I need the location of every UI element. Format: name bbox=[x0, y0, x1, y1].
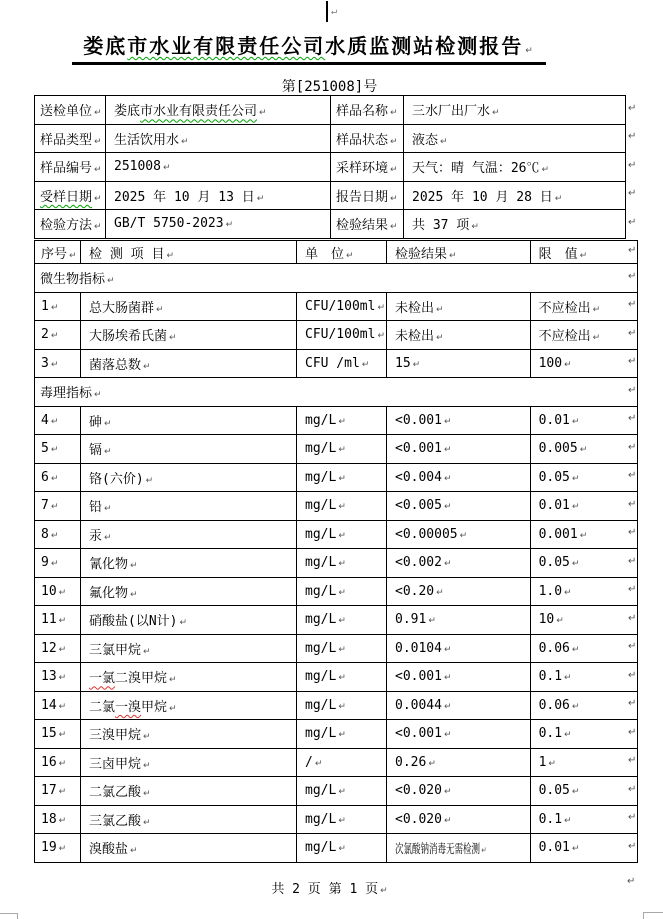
result-row bbox=[35, 720, 638, 749]
info-value-cell: 天气：晴 气温：26℃ ↵ bbox=[404, 153, 626, 182]
result-row bbox=[35, 606, 638, 635]
row-number-cell: 3 ↵ bbox=[35, 349, 81, 378]
info-row bbox=[35, 210, 626, 239]
results-table bbox=[34, 240, 638, 863]
row-end-mark-icon: ↵ bbox=[628, 726, 637, 738]
item-name-cell: 汞 ↵ bbox=[81, 520, 297, 549]
unit-cell: mg/L ↵ bbox=[297, 691, 387, 720]
limit-cell: 0.001 ↵ bbox=[530, 520, 637, 549]
info-label-cell: 样品类型 ↵ bbox=[35, 124, 106, 153]
limit-cell: 0.1 ↵ bbox=[530, 663, 637, 692]
info-label-cell: 检验方法 ↵ bbox=[35, 210, 106, 239]
row-end-mark-icon: ↵ bbox=[628, 498, 637, 510]
row-end-mark-icon: ↵ bbox=[628, 755, 637, 767]
report-title bbox=[72, 30, 546, 65]
unit-cell: mg/L ↵ bbox=[297, 406, 387, 435]
result-row bbox=[35, 349, 638, 378]
limit-cell: 0.05 ↵ bbox=[530, 463, 637, 492]
row-number-cell: 11 ↵ bbox=[35, 606, 81, 635]
limit-cell: 10 ↵ bbox=[530, 606, 637, 635]
info-value-cell: 液态 ↵ bbox=[404, 124, 626, 153]
info-label-cell: 样品编号 ↵ bbox=[35, 153, 106, 182]
result-cell: <0.002 ↵ bbox=[387, 549, 531, 578]
row-end-mark-icon: ↵ bbox=[628, 384, 637, 396]
column-header-cell: 单 位 ↵ bbox=[297, 241, 387, 264]
row-number-cell: 4 ↵ bbox=[35, 406, 81, 435]
result-cell: 未检出 ↵ bbox=[387, 321, 531, 350]
info-label-cell: 受样日期 ↵ bbox=[35, 181, 106, 210]
row-end-mark-icon: ↵ bbox=[628, 527, 637, 539]
paragraph-mark-icon: ↵ bbox=[627, 876, 636, 887]
results-header-row bbox=[35, 241, 638, 264]
result-cell: 未检出 ↵ bbox=[387, 292, 531, 321]
result-cell: 次氯酸钠消毒无需检测↵ bbox=[387, 834, 531, 863]
item-name-cell: 铅 ↵ bbox=[81, 492, 297, 521]
row-number-cell: 14 ↵ bbox=[35, 691, 81, 720]
result-cell: <0.00005 ↵ bbox=[387, 520, 531, 549]
unit-cell: mg/L ↵ bbox=[297, 663, 387, 692]
item-name-cell: 总大肠菌群 ↵ bbox=[81, 292, 297, 321]
limit-cell: 0.1 ↵ bbox=[530, 720, 637, 749]
unit-cell: mg/L ↵ bbox=[297, 805, 387, 834]
item-name-cell: 硝酸盐(以N计) ↵ bbox=[81, 606, 297, 635]
row-number-cell: 10 ↵ bbox=[35, 577, 81, 606]
row-end-mark-icon: ↵ bbox=[628, 783, 637, 795]
unit-cell: mg/L ↵ bbox=[297, 606, 387, 635]
unit-cell: CFU /ml ↵ bbox=[297, 349, 387, 378]
section-row bbox=[35, 378, 638, 407]
result-row bbox=[35, 691, 638, 720]
row-number-cell: 16 ↵ bbox=[35, 748, 81, 777]
limit-cell: 不应检出 ↵ bbox=[530, 321, 637, 350]
unit-cell: CFU/100ml ↵ bbox=[297, 321, 387, 350]
row-number-cell: 1 ↵ bbox=[35, 292, 81, 321]
result-cell: <0.020 ↵ bbox=[387, 805, 531, 834]
info-table bbox=[34, 95, 626, 239]
row-end-mark-icon: ↵ bbox=[628, 840, 637, 852]
info-label-cell: 样品状态 ↵ bbox=[331, 124, 404, 153]
row-end-mark-icon: ↵ bbox=[628, 441, 637, 453]
result-cell: <0.001 ↵ bbox=[387, 435, 531, 464]
result-row bbox=[35, 805, 638, 834]
unit-cell: CFU/100ml ↵ bbox=[297, 292, 387, 321]
row-end-mark-icon: ↵ bbox=[628, 356, 637, 368]
paragraph-mark-icon: ↵ bbox=[331, 6, 338, 17]
unit-cell: / ↵ bbox=[297, 748, 387, 777]
section-row bbox=[35, 264, 638, 293]
limit-cell: 100 ↵ bbox=[530, 349, 637, 378]
info-value-cell: 2025 年 10 月 28 日 ↵ bbox=[404, 181, 626, 210]
unit-cell: mg/L ↵ bbox=[297, 549, 387, 578]
unit-cell: mg/L ↵ bbox=[297, 577, 387, 606]
info-label-cell: 报告日期 ↵ bbox=[331, 181, 404, 210]
page-footer bbox=[34, 878, 625, 897]
result-row bbox=[35, 492, 638, 521]
limit-cell: 0.06 ↵ bbox=[530, 691, 637, 720]
info-label-cell: 检验结果 ↵ bbox=[331, 210, 404, 239]
limit-cell: 0.01 ↵ bbox=[530, 834, 637, 863]
unit-cell: mg/L ↵ bbox=[297, 492, 387, 521]
limit-cell: 0.05 ↵ bbox=[530, 777, 637, 806]
row-end-mark-icon: ↵ bbox=[628, 188, 637, 200]
row-number-cell: 8 ↵ bbox=[35, 520, 81, 549]
result-row bbox=[35, 321, 638, 350]
row-number-cell: 19 ↵ bbox=[35, 834, 81, 863]
item-name-cell: 砷 ↵ bbox=[81, 406, 297, 435]
info-label-cell: 样品名称 ↵ bbox=[331, 96, 404, 125]
row-end-mark-icon: ↵ bbox=[628, 470, 637, 482]
info-row bbox=[35, 153, 626, 182]
page-info: 共 2 页 第 1 页 bbox=[271, 882, 379, 897]
result-row bbox=[35, 406, 638, 435]
row-number-cell: 6 ↵ bbox=[35, 463, 81, 492]
result-cell: <0.004 ↵ bbox=[387, 463, 531, 492]
result-cell: 0.26 ↵ bbox=[387, 748, 531, 777]
row-end-mark-icon: ↵ bbox=[628, 555, 637, 567]
item-name-cell: 三溴甲烷 ↵ bbox=[81, 720, 297, 749]
result-cell: <0.20 ↵ bbox=[387, 577, 531, 606]
row-end-mark-icon: ↵ bbox=[628, 102, 637, 114]
info-value-cell: 共 37 项 ↵ bbox=[404, 210, 626, 239]
item-name-cell: 三氯甲烷 ↵ bbox=[81, 634, 297, 663]
unit-cell: mg/L ↵ bbox=[297, 463, 387, 492]
limit-cell: 0.005 ↵ bbox=[530, 435, 637, 464]
info-value-cell: 2025 年 10 月 13 日 ↵ bbox=[106, 181, 331, 210]
row-end-mark-icon: ↵ bbox=[628, 698, 637, 710]
item-name-cell: 镉 ↵ bbox=[81, 435, 297, 464]
item-name-cell: 二氯一溴甲烷 ↵ bbox=[81, 691, 297, 720]
title-text: 娄底 bbox=[83, 34, 128, 58]
info-value-cell: 生活饮用水 ↵ bbox=[106, 124, 331, 153]
row-end-mark-icon: ↵ bbox=[628, 131, 637, 143]
unit-cell: mg/L ↵ bbox=[297, 720, 387, 749]
info-row bbox=[35, 181, 626, 210]
limit-cell: 0.01 ↵ bbox=[530, 492, 637, 521]
result-row bbox=[35, 663, 638, 692]
row-end-mark-icon: ↵ bbox=[628, 159, 637, 171]
item-name-cell: 一氯二溴甲烷 ↵ bbox=[81, 663, 297, 692]
info-value-cell: 三水厂出厂水 ↵ bbox=[404, 96, 626, 125]
result-cell: <0.001 ↵ bbox=[387, 406, 531, 435]
row-number-cell: 2 ↵ bbox=[35, 321, 81, 350]
limit-cell: 不应检出 ↵ bbox=[530, 292, 637, 321]
limit-cell: 0.06 ↵ bbox=[530, 634, 637, 663]
paragraph-mark-icon: ↵ bbox=[525, 46, 535, 56]
section-header-cell: 微生物指标 ↵ bbox=[35, 264, 638, 293]
info-value-cell: 娄底市水业有限责任公司 ↵ bbox=[106, 96, 331, 125]
limit-cell: 1.0 ↵ bbox=[530, 577, 637, 606]
result-row bbox=[35, 549, 638, 578]
unit-cell: mg/L ↵ bbox=[297, 520, 387, 549]
row-end-mark-icon: ↵ bbox=[628, 327, 637, 339]
result-row bbox=[35, 748, 638, 777]
item-name-cell: 溴酸盐 ↵ bbox=[81, 834, 297, 863]
row-end-mark-icon: ↵ bbox=[628, 245, 637, 256]
row-end-mark-icon: ↵ bbox=[628, 299, 637, 311]
result-cell: 0.0104 ↵ bbox=[387, 634, 531, 663]
result-cell: <0.001 ↵ bbox=[387, 663, 531, 692]
row-end-mark-icon: ↵ bbox=[628, 612, 637, 624]
item-name-cell: 大肠埃希氏菌 ↵ bbox=[81, 321, 297, 350]
unit-cell: mg/L ↵ bbox=[297, 435, 387, 464]
unit-cell: mg/L ↵ bbox=[297, 634, 387, 663]
row-end-mark-icon: ↵ bbox=[628, 216, 637, 228]
info-label-cell: 采样环境 ↵ bbox=[331, 153, 404, 182]
title-text-spellcheck: 市水业有限责任公司 bbox=[127, 34, 326, 58]
row-number-cell: 5 ↵ bbox=[35, 435, 81, 464]
item-name-cell: 二氯乙酸 ↵ bbox=[81, 777, 297, 806]
report-number: 第[251008]号 bbox=[281, 79, 378, 95]
info-row bbox=[35, 96, 626, 125]
info-value-cell: GB/T 5750-2023 ↵ bbox=[106, 210, 331, 239]
item-name-cell: 菌落总数 ↵ bbox=[81, 349, 297, 378]
result-row bbox=[35, 292, 638, 321]
row-end-mark-icon: ↵ bbox=[628, 641, 637, 653]
row-end-mark-icon: ↵ bbox=[628, 413, 637, 425]
result-cell: 0.0044 ↵ bbox=[387, 691, 531, 720]
info-value-cell: 251008 ↵ bbox=[106, 153, 331, 182]
column-header-cell: 序号 ↵ bbox=[35, 241, 81, 264]
column-header-cell: 限 值 ↵ bbox=[530, 241, 637, 264]
row-end-mark-icon: ↵ bbox=[628, 270, 637, 282]
result-row bbox=[35, 463, 638, 492]
item-name-cell: 三卤甲烷 ↵ bbox=[81, 748, 297, 777]
row-end-mark-icon: ↵ bbox=[628, 584, 637, 596]
info-label-cell: 送检单位 ↵ bbox=[35, 96, 106, 125]
limit-cell: 1 ↵ bbox=[530, 748, 637, 777]
paragraph-mark-icon: ↵ bbox=[380, 886, 388, 896]
text-boundary-corner-bottom-left bbox=[0, 913, 18, 919]
title-text: 水质监测站检测报告 bbox=[325, 34, 524, 58]
result-cell: 15 ↵ bbox=[387, 349, 531, 378]
result-cell: <0.020 ↵ bbox=[387, 777, 531, 806]
result-cell: <0.001 ↵ bbox=[387, 720, 531, 749]
result-row bbox=[35, 777, 638, 806]
result-cell: 0.91 ↵ bbox=[387, 606, 531, 635]
row-number-cell: 9 ↵ bbox=[35, 549, 81, 578]
row-end-mark-icon: ↵ bbox=[628, 669, 637, 681]
unit-cell: mg/L ↵ bbox=[297, 777, 387, 806]
item-name-cell: 三氯乙酸 ↵ bbox=[81, 805, 297, 834]
text-boundary-corner-bottom-right bbox=[643, 912, 663, 919]
unit-cell: mg/L ↵ bbox=[297, 834, 387, 863]
row-number-cell: 7 ↵ bbox=[35, 492, 81, 521]
row-number-cell: 17 ↵ bbox=[35, 777, 81, 806]
column-header-cell: 检 测 项 目 ↵ bbox=[81, 241, 297, 264]
row-number-cell: 13 ↵ bbox=[35, 663, 81, 692]
item-name-cell: 氰化物 ↵ bbox=[81, 549, 297, 578]
result-cell: <0.005 ↵ bbox=[387, 492, 531, 521]
row-number-cell: 18 ↵ bbox=[35, 805, 81, 834]
result-row bbox=[35, 577, 638, 606]
row-number-cell: 15 ↵ bbox=[35, 720, 81, 749]
result-row bbox=[35, 834, 638, 863]
limit-cell: 0.05 ↵ bbox=[530, 549, 637, 578]
column-header-cell: 检验结果 ↵ bbox=[387, 241, 531, 264]
result-row bbox=[35, 520, 638, 549]
info-row bbox=[35, 124, 626, 153]
result-row bbox=[35, 634, 638, 663]
limit-cell: 0.01 ↵ bbox=[530, 406, 637, 435]
item-name-cell: 氟化物 ↵ bbox=[81, 577, 297, 606]
section-header-cell: 毒理指标 ↵ bbox=[35, 378, 638, 407]
row-end-mark-icon: ↵ bbox=[628, 812, 637, 824]
result-row bbox=[35, 435, 638, 464]
row-number-cell: 12 ↵ bbox=[35, 634, 81, 663]
text-cursor bbox=[326, 1, 328, 22]
item-name-cell: 铬(六价) ↵ bbox=[81, 463, 297, 492]
limit-cell: 0.1 ↵ bbox=[530, 805, 637, 834]
